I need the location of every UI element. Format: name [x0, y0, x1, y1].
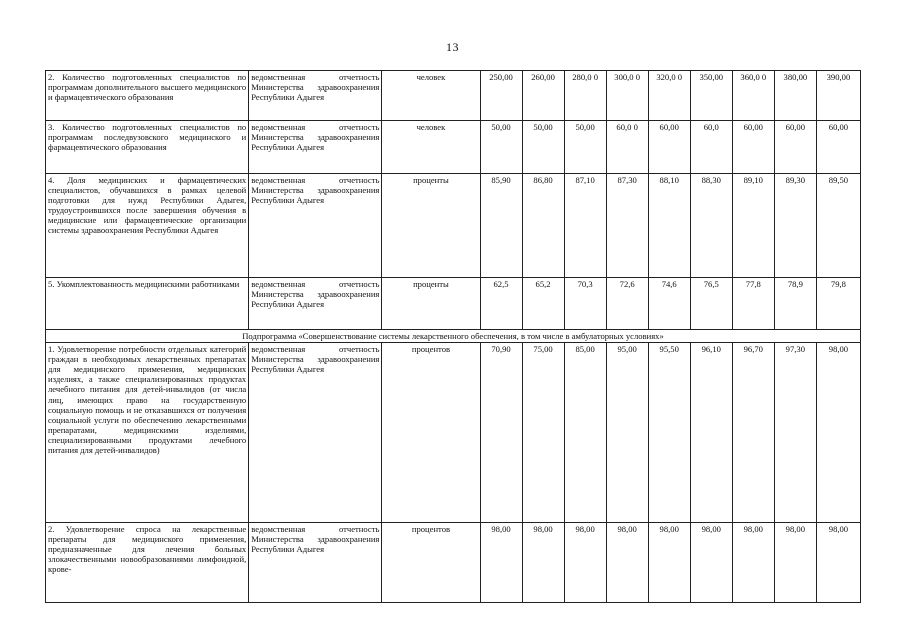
subprogram-title: Подпрограмма «Совершенствование системы лекарственного обеспечения, в том числе в амбулаторных условиях» — [46, 330, 861, 343]
table-row — [46, 71, 861, 121]
value-cell: 98,00 — [816, 523, 860, 603]
indicator-name: 4. Доля медицинских и фармацевтических специалистов, обучавшихся в рамках целевой подготовки для нужд Республики Адыгея, трудоустроившихся после завершения обучения в медицинские или фармацевтические организации системы здравоохранения Республики Адыгея — [46, 174, 249, 278]
data-source: ведомственная отчетность Министерства здравоохранения Республики Адыгея — [249, 343, 382, 523]
value-cell: 77,8 — [732, 278, 774, 330]
value-cell: 75,00 — [522, 343, 564, 523]
indicators-table — [45, 70, 861, 603]
value-cell: 62,5 — [480, 278, 522, 330]
value-cell: 96,70 — [732, 343, 774, 523]
unit-cell: процентов — [382, 523, 480, 603]
value-cell: 60,0 — [690, 121, 732, 174]
value-cell: 98,00 — [774, 523, 816, 603]
unit-cell: человек — [382, 71, 480, 121]
data-source: ведомственная отчетность Министерства здравоохранения Республики Адыгея — [249, 174, 382, 278]
data-source: ведомственная отчетность Министерства здравоохранения Республики Адыгея — [249, 523, 382, 603]
value-cell: 98,00 — [522, 523, 564, 603]
value-cell: 98,00 — [816, 343, 860, 523]
value-cell: 250,00 — [480, 71, 522, 121]
value-cell: 98,00 — [648, 523, 690, 603]
value-cell: 65,2 — [522, 278, 564, 330]
value-cell: 60,00 — [816, 121, 860, 174]
value-cell: 98,00 — [732, 523, 774, 603]
value-cell: 60,00 — [648, 121, 690, 174]
value-cell: 98,00 — [606, 523, 648, 603]
indicator-name: 2. Количество подготовленных специалистов по программам дополнительного высшего медицинского и фармацевтического образования — [46, 71, 249, 121]
subprogram-row — [46, 330, 861, 343]
value-cell: 98,00 — [564, 523, 606, 603]
value-cell: 85,90 — [480, 174, 522, 278]
indicator-name: 2. Удовлетворение спроса на лекарственные препараты для медицинского применения, предназначенные для лечения больных злокачественными новообразованиями лимфоидной, крове- — [46, 523, 249, 603]
value-cell: 260,00 — [522, 71, 564, 121]
value-cell: 87,10 — [564, 174, 606, 278]
unit-cell: проценты — [382, 174, 480, 278]
value-cell: 380,00 — [774, 71, 816, 121]
value-cell: 50,00 — [564, 121, 606, 174]
value-cell: 97,30 — [774, 343, 816, 523]
page-number: 13 — [446, 40, 459, 54]
data-source: ведомственная отчетность Министерства здравоохранения Республики Адыгея — [249, 121, 382, 174]
indicator-name: 5. Укомплектованность медицинскими работниками — [46, 278, 249, 330]
value-cell: 79,8 — [816, 278, 860, 330]
unit-cell: проценты — [382, 278, 480, 330]
value-cell: 87,30 — [606, 174, 648, 278]
value-cell: 89,30 — [774, 174, 816, 278]
value-cell: 96,10 — [690, 343, 732, 523]
table-row — [46, 278, 861, 330]
value-cell: 95,50 — [648, 343, 690, 523]
value-cell: 50,00 — [480, 121, 522, 174]
value-cell: 89,10 — [732, 174, 774, 278]
data-source: ведомственная отчетность Министерства здравоохранения Республики Адыгея — [249, 71, 382, 121]
value-cell: 88,30 — [690, 174, 732, 278]
unit-cell: человек — [382, 121, 480, 174]
value-cell: 350,00 — [690, 71, 732, 121]
value-cell: 85,00 — [564, 343, 606, 523]
value-cell: 72,6 — [606, 278, 648, 330]
unit-cell: процентов — [382, 343, 480, 523]
table-row — [46, 523, 861, 603]
value-cell: 95,00 — [606, 343, 648, 523]
table-row — [46, 121, 861, 174]
value-cell: 60,00 — [774, 121, 816, 174]
table-row — [46, 343, 861, 523]
value-cell: 280,0 0 — [564, 71, 606, 121]
indicator-name: 3. Количество подготовленных специалистов по программам последвузовского медицинского и фармацевтического образования — [46, 121, 249, 174]
value-cell: 70,90 — [480, 343, 522, 523]
value-cell: 70,3 — [564, 278, 606, 330]
value-cell: 98,00 — [480, 523, 522, 603]
value-cell: 60,0 0 — [606, 121, 648, 174]
value-cell: 86,80 — [522, 174, 564, 278]
data-source: ведомственная отчетность Министерства здравоохранения Республики Адыгея — [249, 278, 382, 330]
value-cell: 390,00 — [816, 71, 860, 121]
value-cell: 320,0 0 — [648, 71, 690, 121]
table-row — [46, 174, 861, 278]
value-cell: 98,00 — [690, 523, 732, 603]
value-cell: 60,00 — [732, 121, 774, 174]
value-cell: 50,00 — [522, 121, 564, 174]
value-cell: 360,0 0 — [732, 71, 774, 121]
value-cell: 300,0 0 — [606, 71, 648, 121]
value-cell: 89,50 — [816, 174, 860, 278]
value-cell: 88,10 — [648, 174, 690, 278]
value-cell: 74,6 — [648, 278, 690, 330]
value-cell: 76,5 — [690, 278, 732, 330]
value-cell: 78,9 — [774, 278, 816, 330]
indicator-name: 1. Удовлетворение потребности отдельных категорий граждан в необходимых лекарственных препаратах для медицинского применения, медицинских изделиях, а также специализированных продуктах лечебного питания для детей-инвалидов (от числа лиц, имеющих право на государственную социальную помощь и не отказавшихся от получения социальной услуги по обеспечению лекарственными препаратами, медицинскими изделиями, специализированными продуктами лечебного питания для детей-инвалидов) — [46, 343, 249, 523]
